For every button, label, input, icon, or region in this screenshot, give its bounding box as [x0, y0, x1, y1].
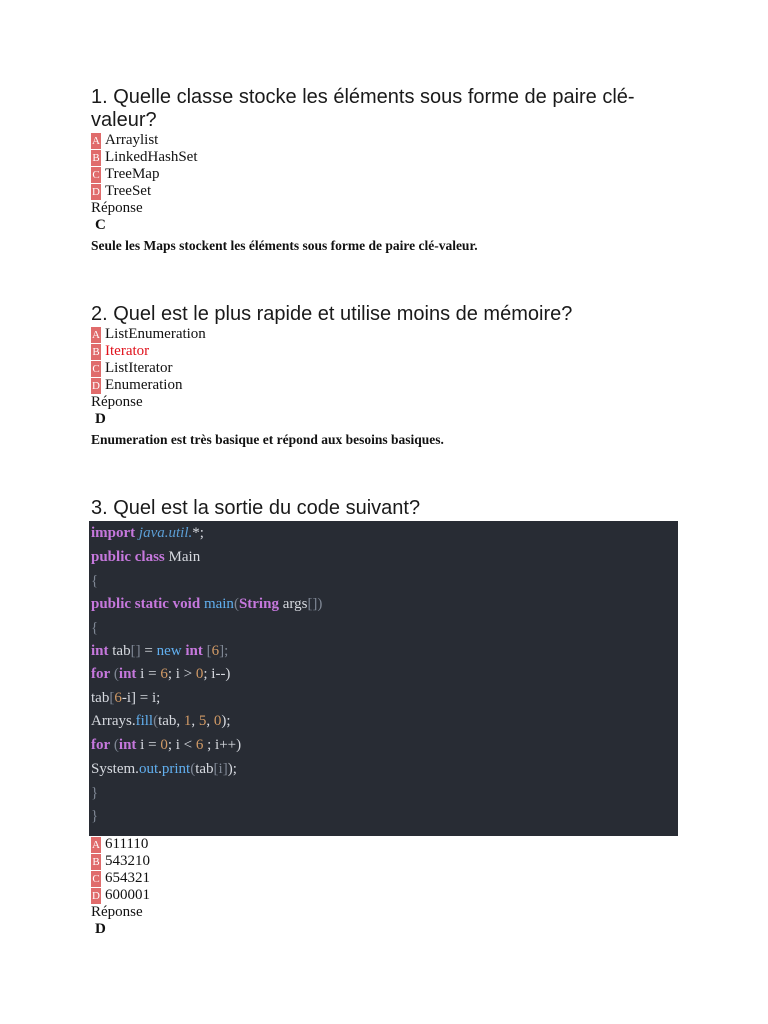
option-b[interactable] [91, 853, 691, 870]
option-text: 611110 [105, 836, 149, 852]
answer-value: C [95, 217, 106, 233]
option-text: 654321 [105, 870, 150, 886]
question-title: 2. Quel est le plus rapide et utilise moins de mémoire? [91, 303, 573, 325]
option-letter: B [92, 855, 100, 868]
question-2 [91, 303, 691, 448]
option-text: 600001 [105, 887, 150, 903]
code-line: for (int i = 6; i > 0; i--) [91, 666, 231, 682]
option-c[interactable] [91, 870, 691, 887]
option-c[interactable] [91, 166, 691, 183]
option-letter: A [92, 134, 100, 147]
code-line: public static void main(String args[]) [91, 596, 323, 612]
option-d[interactable] [91, 183, 691, 200]
option-text: TreeMap [105, 166, 160, 182]
option-a[interactable] [91, 132, 691, 149]
option-letter: C [92, 168, 100, 181]
option-b[interactable] [91, 149, 691, 166]
code-line: import java.util.*; [91, 525, 204, 541]
option-text: Iterator [105, 343, 150, 359]
code-line: for (int i = 0; i < 6 ; i++) [91, 737, 242, 753]
option-letter: C [92, 872, 100, 885]
option-d[interactable] [91, 887, 691, 904]
answer-explanation: Enumeration est très basique et répond aux besoins basiques. [91, 432, 444, 447]
options-list [91, 326, 691, 394]
code-line: { [91, 620, 99, 636]
option-letter: B [92, 151, 100, 164]
option-letter: D [92, 379, 100, 392]
answer-label: Réponse [91, 200, 143, 216]
option-text: Enumeration [105, 377, 183, 393]
option-text: 543210 [105, 853, 150, 869]
option-text: ListIterator [105, 360, 173, 376]
answer-explanation: Seule les Maps stockent les éléments sous forme de paire clé-valeur. [91, 238, 478, 253]
option-text: Arraylist [105, 132, 159, 148]
code-line: tab[6-i] = i; [91, 690, 161, 706]
answer-value: D [95, 921, 106, 937]
option-letter: C [92, 362, 100, 375]
option-letter: A [92, 838, 100, 851]
option-d[interactable] [91, 377, 691, 394]
option-text: TreeSet [105, 183, 152, 199]
code-line: { [91, 573, 99, 589]
question-3 [91, 497, 691, 520]
code-line: } [91, 785, 99, 801]
answer-value: D [95, 411, 106, 427]
answer-label: Réponse [91, 904, 143, 920]
option-a[interactable] [91, 326, 691, 343]
option-text: LinkedHashSet [105, 149, 198, 165]
options-list [91, 132, 691, 200]
option-text: ListEnumeration [105, 326, 206, 342]
option-b[interactable] [91, 343, 691, 360]
option-letter: D [92, 889, 100, 902]
code-line: System.out.print(tab[i]); [91, 761, 237, 777]
question-3-answers [91, 836, 691, 938]
option-letter: D [92, 185, 100, 198]
question-title: 3. Quel est la sortie du code suivant? [91, 497, 421, 519]
code-line: } [91, 808, 99, 824]
question-1 [91, 86, 691, 254]
option-a[interactable] [91, 836, 691, 853]
options-list [91, 836, 691, 904]
option-c[interactable] [91, 360, 691, 377]
answer-label: Réponse [91, 394, 143, 410]
code-block [89, 521, 678, 836]
option-letter: B [92, 345, 100, 358]
code-line: public class Main [91, 549, 201, 565]
question-title: 1. Quelle classe stocke les éléments sous forme de paire clé-valeur? [91, 86, 635, 131]
code-line: int tab[] = new int [6]; [91, 643, 229, 659]
code-line: Arrays.fill(tab, 1, 5, 0); [91, 713, 231, 729]
option-letter: A [92, 328, 100, 341]
